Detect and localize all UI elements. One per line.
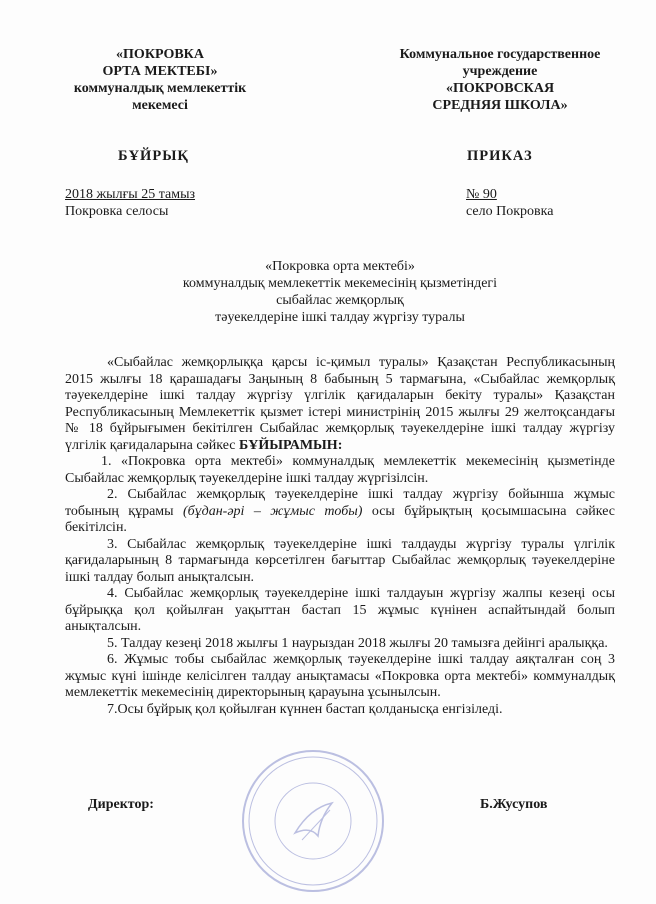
document-title	[100, 258, 580, 326]
title-line: сыбайлас жемқорлық	[276, 293, 404, 308]
preamble-text: «Сыбайлас жемқорлыққа қарсы іс-қимыл туралы» Қазақстан Республикасының 2015 жылғы 18 қарашадағы Заңының 8 бабының 5 тармағына, «Сыбайлас жемқорлық тәуекелдеріне ішкі талдау жүргізу үлгілік қағидаларын бекіту туралы» Қазақстан Республикасының Мемлекеттік қызмет істері министрінің 2015 жылғы 29 желтоқсандағы № 18 бұйрығымен бекітілген Сыбайлас жемқорлық тәуекелдеріне ішкі талдау жүргізу үлгілік қағидаларына сәйкес	[65, 355, 615, 453]
order-number: № 90	[466, 187, 497, 202]
document-body	[65, 355, 615, 718]
preamble-bold: БҰЙЫРАМЫН:	[238, 437, 343, 453]
item-2-text: 2. Сыбайлас жемқорлық тәуекелдеріне ішкі талдау жүргізу бойынша жұмыс тобының құрамы	[65, 487, 615, 519]
item-4: 4. Сыбайлас жемқорлық тәуекелдеріне ішкі талдауын жүргізу жалпы кезеңі осы бұйрыққа қол қойылған уақыттан бастап 15 жұмыс күнінен аспайтындай болып анықталсын.	[65, 586, 615, 634]
order-place-kz: Покровка селосы	[65, 204, 169, 219]
header-kz	[55, 46, 265, 114]
preamble-paragraph	[65, 355, 615, 454]
header-ru-line: учреждение	[462, 64, 538, 79]
title-line: коммуналдық мемлекеттік мекемесінің қызметіндегі	[182, 276, 498, 291]
header-ru	[380, 46, 620, 114]
seal-stamp-icon	[240, 748, 386, 894]
item-2	[65, 487, 615, 537]
header-kz-line: ОРТА МЕКТЕБІ»	[102, 64, 218, 79]
order-place-ru: село Покровка	[466, 204, 554, 219]
header-kz-line: мекемесі	[132, 98, 188, 113]
item-6: 6. Жұмыс тобы сыбайлас жемқорлық тәуекелдеріне ішкі талдау аяқталған соң 3 жұмыс күні ішінде келісілген талдау анықтамасы «Покровка орта мектебі» коммуналдық мемлекеттік мекемесінің директорының қарауына ұсынылсын.	[65, 652, 615, 700]
item-5: 5. Талдау кезеңі 2018 жылғы 1 наурыздан 2018 жылғы 20 тамызға дейінгі аралыққа.	[107, 635, 608, 651]
item-2-text-end: осы бұйрықтың қосымшасына сәйкес бекітілсін.	[65, 503, 615, 535]
signature-title: Директор:	[88, 797, 154, 812]
title-line: «Покровка орта мектебі»	[265, 259, 415, 274]
title-line: тәуекелдеріне ішкі талдау жүргізу туралы	[215, 310, 465, 325]
item-2-italic: (бұдан-әрі – жұмыс тобы)	[182, 503, 363, 519]
order-number-ru	[466, 186, 553, 220]
item-7: 7.Осы бұйрық қол қойылған күннен бастап қолданысқа енгізіледі.	[107, 701, 503, 717]
header-ru-line: СРЕДНЯЯ ШКОЛА»	[432, 98, 568, 113]
header-ru-line: «ПОКРОВСКАЯ	[445, 81, 555, 96]
header-kz-line: коммуналдық мемлекеттік	[73, 81, 247, 96]
order-date: 2018 жылғы 25 тамыз	[65, 187, 196, 202]
header-kz-line: «ПОКРОВКА	[116, 47, 204, 62]
order-date-kz	[65, 186, 195, 220]
signature-name: Б.Жусупов	[480, 797, 548, 812]
header-ru-line: Коммунальное государственное	[399, 47, 601, 62]
item-3: 3. Сыбайлас жемқорлық тәуекелдеріне ішкі талдауды жүргізу туралы үлгілік қағидаларының 8 тармағында көрсетілген бағыттар Сыбайлас жемқорлық тәуекелдеріне ішкі талдау болып анықталсын.	[65, 536, 615, 585]
order-label-ru: ПРИКАЗ	[467, 148, 533, 164]
order-label-kz: БҰЙРЫҚ	[118, 148, 189, 164]
item-1: 1. «Покровка орта мектебі» коммуналдық мемлекеттік мекемесінің қызметінде Сыбайлас жемқорлық тәуекелдеріне ішкі талдау жүргізілсін.	[65, 454, 615, 486]
